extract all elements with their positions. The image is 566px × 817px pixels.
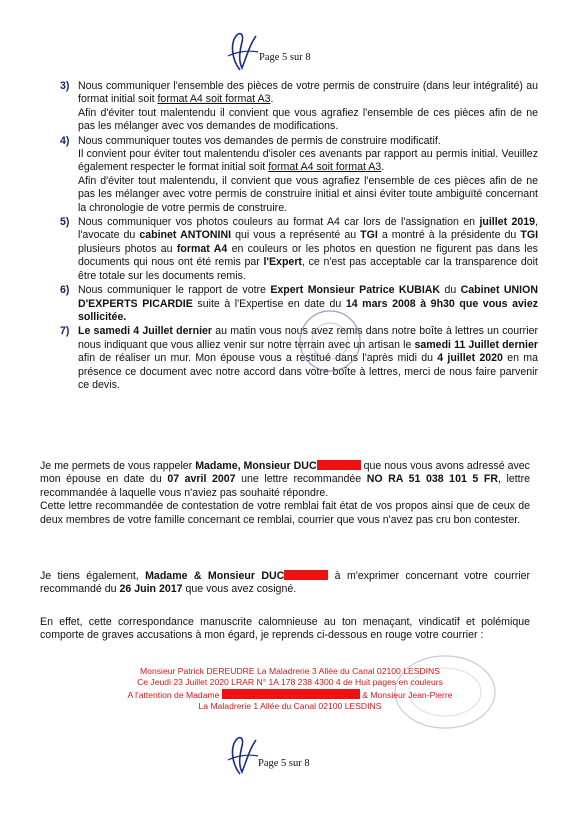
page-number-top: Page 5 sur 8 bbox=[259, 52, 311, 63]
paragraph-courrier: Je tiens également, Madame & Monsieur DUC à m'exprimer concernant votre courrier recommandé du 26 Juin 2017 que vous avez cosigné. bbox=[40, 570, 530, 596]
redaction-box bbox=[222, 689, 360, 699]
signature-bottom bbox=[222, 734, 262, 776]
paragraph-accusations: En effet, cette correspondance manuscrite calomnieuse au ton menaçant, vindicatif et polémique comporte de graves accusations à mon égard, je reprends ci-dessous en rouge votre courrier : bbox=[40, 616, 530, 642]
list-item-7: 7) Le samedi 4 Juillet dernier au matin vous nous avez remis dans notre boîte à lettres un courrier nous indiquant que vous alliez venir sur notre terrain avec un artisan le samedi 11 Juillet dernier afin de réaliser un mur. Mon épouse vous a restitué dans l'après midi du 4 juillet 2020 en ma présence ce document avec notre accord dans votre boîte à lettres, merci de nous faire parvenir ce devis. bbox=[60, 325, 539, 391]
redaction-box bbox=[317, 460, 361, 470]
list-item-3: 3) Nous communiquer l'ensemble des pièces de votre permis de construire (dans leur intégralité) au format initial soit format A4 soit format A3. Afin d'éviter tout malentendu il convient que vous agrafiez l'ensemble de ces pièces afin de ne pas les mélanger avec vos demandes de modifications. bbox=[60, 80, 538, 133]
list-item-5: 5) Nous communiquer vos photos couleurs au format A4 car lors de l'assignation en juillet 2019, l'avocate du cabinet ANTONINI qui vous a représenté au TGI a montré à la présidente du TGI plusieurs photos au format A4 en couleurs or les photos en question ne figurent pas dans les documents qui nous ont été remis par l'Expert, ce n'est pas acceptable car la transparence doit être totale sur les documents remis. bbox=[60, 216, 539, 282]
paragraph-reminder: Je me permets de vous rappeler Madame, Monsieur DUC que nous vous avons adressé avec mon épouse en date du 07 avril 2007 une lettre recommandée NO RA 51 038 101 5 FR, lettre recommandée à laquelle vous n'aviez pas souhaité répondre. Cette lettre recommandée de contestation de votre remblai fait état de vos propos ainsi que de ceux de deux membres de votre famille concernant ce remblai, courrier que vous n'avez pas cru bon contester. bbox=[40, 460, 531, 526]
list-item-4: 4) Nous communiquer toutes vos demandes de permis de construire modificatif. Il convient pour éviter tout malentendu d'isoler ces avenants par rapport au permis initial. Veuillez également respecter le format initial soit format A4 soit format A3. Afin d'éviter tout malentendu, il convient que vous agrafiez l'ensemble de ces pièces afin de ne pas les mélanger avec votre permis de construire initial et ainsi éviter toute ambiguïté concernant la chronologie de votre permis de construire. bbox=[60, 134, 538, 214]
signature-top bbox=[222, 30, 262, 72]
redaction-box bbox=[284, 570, 328, 580]
page-number-bottom: Page 5 sur 8 bbox=[258, 758, 310, 769]
list-item-6: 6) Nous communiquer le rapport de votre Expert Monsieur Patrice KUBIAK du Cabinet UNION D'EXPERTS PICARDIE suite à l'Expertise en date du 14 mars 2008 à 9h30 que vous aviez sollicitée. bbox=[60, 284, 539, 323]
footer-address: Monsieur Patrick DEREUDRE La Maladrerie 3 Allée du Canal 02100 LESDINS Ce Jeudi 23 Juillet 2020 LRAR N° 1A 178 238 4300 4 de Huit pages en couleurs A l'attention de Madame & Monsieur Jean-Pierre La Maladrerie 1 Allée du Canal 02100 LESDINS bbox=[127, 666, 453, 712]
postmark-stamp-icon bbox=[295, 306, 365, 376]
